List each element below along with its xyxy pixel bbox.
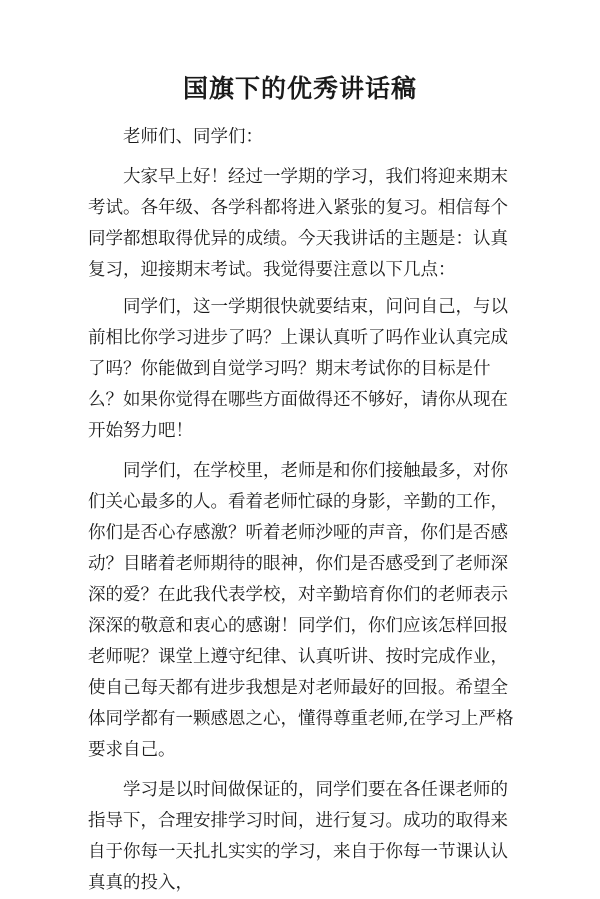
paragraph-4: 学习是以时间做保证的，同学们要在各任课老师的指导下，合理安排学习时间，进行复习。成功的取得来自于你每一天扎扎实实的学习，来自于你每一节课认认真真的投入， bbox=[88, 780, 508, 893]
document-title: 国旗下的优秀讲话稿 bbox=[182, 74, 417, 103]
paragraph-3: 同学们，在学校里，老师是和你们接触最多，对你们关心最多的人。看着老师忙碌的身影，辛勤的工作，你们是否心存感激？听着老师沙哑的声音，你们是否感动？目睹着老师期待的眼神，你们是否感受到了老师深深的爱？在此我代表学校，对辛勤培育你们的老师表示深深的敬意和衷心的感谢！同学们，你们应该怎样回报老师呢？课堂上遵守纪律、认真听讲、按时完成作业，使自己每天都有进步我想是对老师最好的回报。希望全体同学都有一颗感恩之心，懂得尊重老师,在学习上严格要求自己。 bbox=[88, 461, 514, 760]
document-body bbox=[88, 122, 520, 899]
paragraph-2: 同学们，这一学期很快就要结束，问问自己，与以前相比你学习进步了吗？上课认真听了吗作业认真完成了吗？你能做到自觉学习吗？期末考试你的目标是什么？如果你觉得在哪些方面做得还不够好，请你从现在开始努力吧！ bbox=[88, 297, 508, 441]
salutation: 老师们、同学们： bbox=[123, 127, 263, 147]
paragraph-1: 大家早上好！经过一学期的学习，我们将迎来期末考试。各年级、各学科都将进入紧张的复习。相信每个同学都想取得优异的成绩。今天我讲话的主题是：认真复习，迎接期末考试。我觉得要注意以下几点： bbox=[88, 167, 508, 280]
